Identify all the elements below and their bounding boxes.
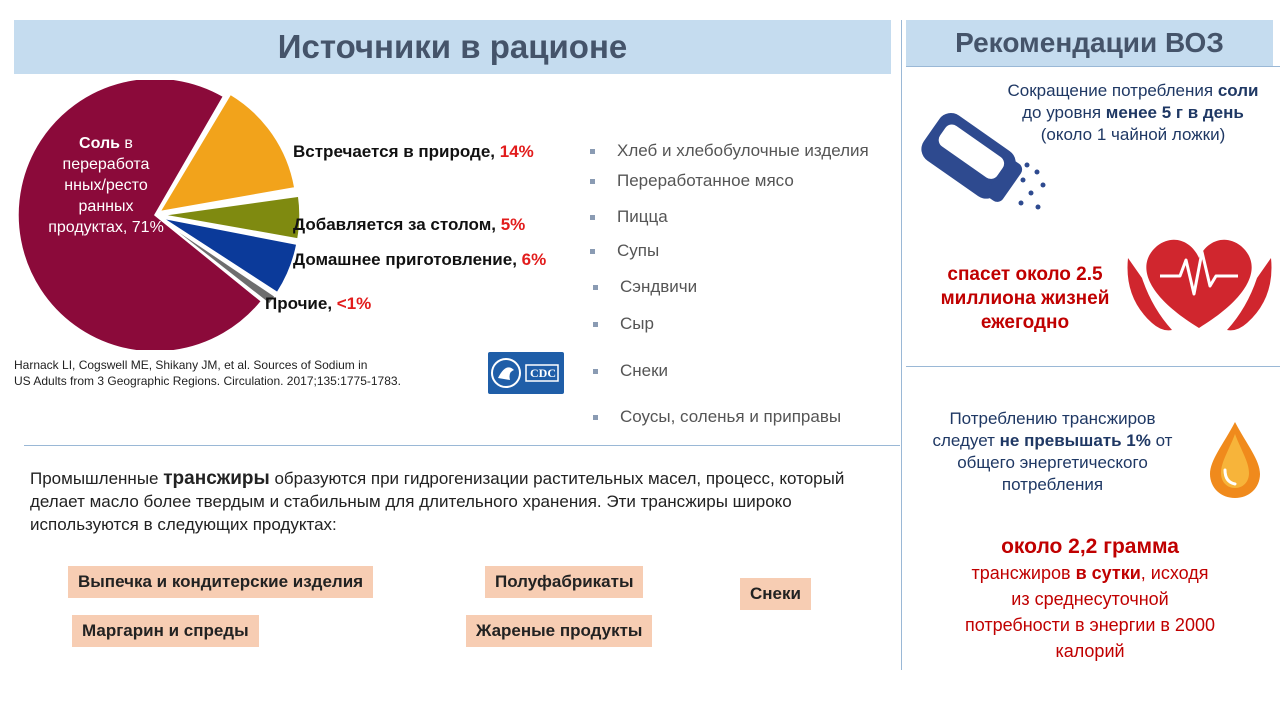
bullet-icon bbox=[593, 322, 598, 327]
who-header: Рекомендации ВОЗ bbox=[906, 20, 1273, 66]
bullet-icon bbox=[593, 415, 598, 420]
trans-grams: около 2,2 грамма трансжиров в сутки, исходя из среднесуточной потребности в энергии в 2000 калорий bbox=[965, 535, 1215, 661]
bullet-icon bbox=[590, 149, 595, 154]
cdc-logo bbox=[488, 352, 564, 394]
salt-impact: спасет около 2.5 миллиона жизней ежегодно bbox=[940, 264, 1110, 333]
product-tag: Маргарин и спреды bbox=[72, 615, 259, 647]
heart-hands-icon bbox=[1122, 228, 1277, 338]
slice-pct: <1% bbox=[336, 294, 372, 313]
product-tag: Снеки bbox=[740, 578, 811, 610]
product-tag: Полуфабрикаты bbox=[485, 566, 643, 598]
slice-name: Прочие bbox=[265, 294, 328, 313]
slice-label-home: Домашнее приготовление, 6% bbox=[293, 250, 547, 269]
bullet-icon bbox=[590, 249, 595, 254]
slice-pct: 5% bbox=[500, 215, 526, 234]
pie-main-label-rest: в переработа нных/ресто ранных продуктах, 71% bbox=[48, 135, 164, 236]
slice-name: Добавляется за столом bbox=[293, 215, 492, 234]
list-item: Соусы, соленья и приправы bbox=[593, 407, 841, 427]
trans-limit-bold: не превышать 1% bbox=[999, 431, 1151, 450]
slice-label-other: Прочие, <1% bbox=[265, 294, 372, 313]
trans-recommendation: Потреблению трансжиров следует не превышать 1% от общего энергетического потребления bbox=[932, 409, 1173, 494]
sources-header: Источники в рационе bbox=[14, 20, 891, 74]
slice-name: Домашнее приготовление bbox=[293, 250, 513, 269]
oil-drop-icon bbox=[1205, 420, 1265, 500]
slice-pct: 14% bbox=[499, 142, 534, 161]
right-middle-divider bbox=[906, 366, 1280, 367]
citation-line: US Adults from 3 Geographic Regions. Circulation. 2017;135:1775-1783. bbox=[14, 374, 401, 388]
salt-recommendation: Сокращение потребления соли до уровня менее 5 г в день (около 1 чайной ложки) bbox=[1007, 81, 1259, 144]
bullet-icon bbox=[590, 179, 595, 184]
slice-label-nature: Встречается в природе, 14% bbox=[293, 142, 534, 161]
slice-label-table: Добавляется за столом, 5% bbox=[293, 215, 526, 234]
pie-main-label bbox=[48, 133, 164, 238]
citation bbox=[14, 357, 401, 389]
product-tag: Выпечка и кондитерские изделия bbox=[68, 566, 373, 598]
slice-pct: 6% bbox=[521, 250, 547, 269]
pie-main-label-bold: Соль bbox=[79, 135, 120, 152]
bullet-icon bbox=[590, 215, 595, 220]
product-tag: Жареные продукты bbox=[466, 615, 652, 647]
list-item: Сэндвичи bbox=[593, 277, 697, 297]
right-top-divider bbox=[906, 66, 1280, 67]
cdc-logo-text: CDC bbox=[530, 366, 556, 380]
list-item: Пицца bbox=[590, 207, 668, 227]
list-item: Хлеб и хлебобулочные изделия bbox=[590, 141, 869, 161]
left-divider bbox=[24, 445, 900, 446]
trans-fat-paragraph: Промышленные трансжиры образуются при гидрогенизации растительных масел, процесс, который делает масло более твердым и стабильным для длительного хранения. Эти трансжиры широко используются в следующих продуктах: bbox=[30, 468, 845, 534]
vertical-divider bbox=[901, 20, 902, 670]
slice-name: Встречается в природе bbox=[293, 142, 491, 161]
list-item: Переработанное мясо bbox=[590, 171, 794, 191]
list-item: Снеки bbox=[593, 361, 668, 381]
trans-fat-bold: трансжиры bbox=[163, 468, 270, 489]
bullet-icon bbox=[593, 285, 598, 290]
salt-bold: соли bbox=[1217, 81, 1259, 100]
list-item: Сыр bbox=[593, 314, 654, 334]
citation-line: Harnack LI, Cogswell ME, Shikany JM, et al. Sources of Sodium in bbox=[14, 358, 368, 372]
bullet-icon bbox=[593, 369, 598, 374]
list-item: Супы bbox=[590, 241, 659, 261]
salt-limit-bold: менее 5 г в день bbox=[1105, 103, 1244, 122]
